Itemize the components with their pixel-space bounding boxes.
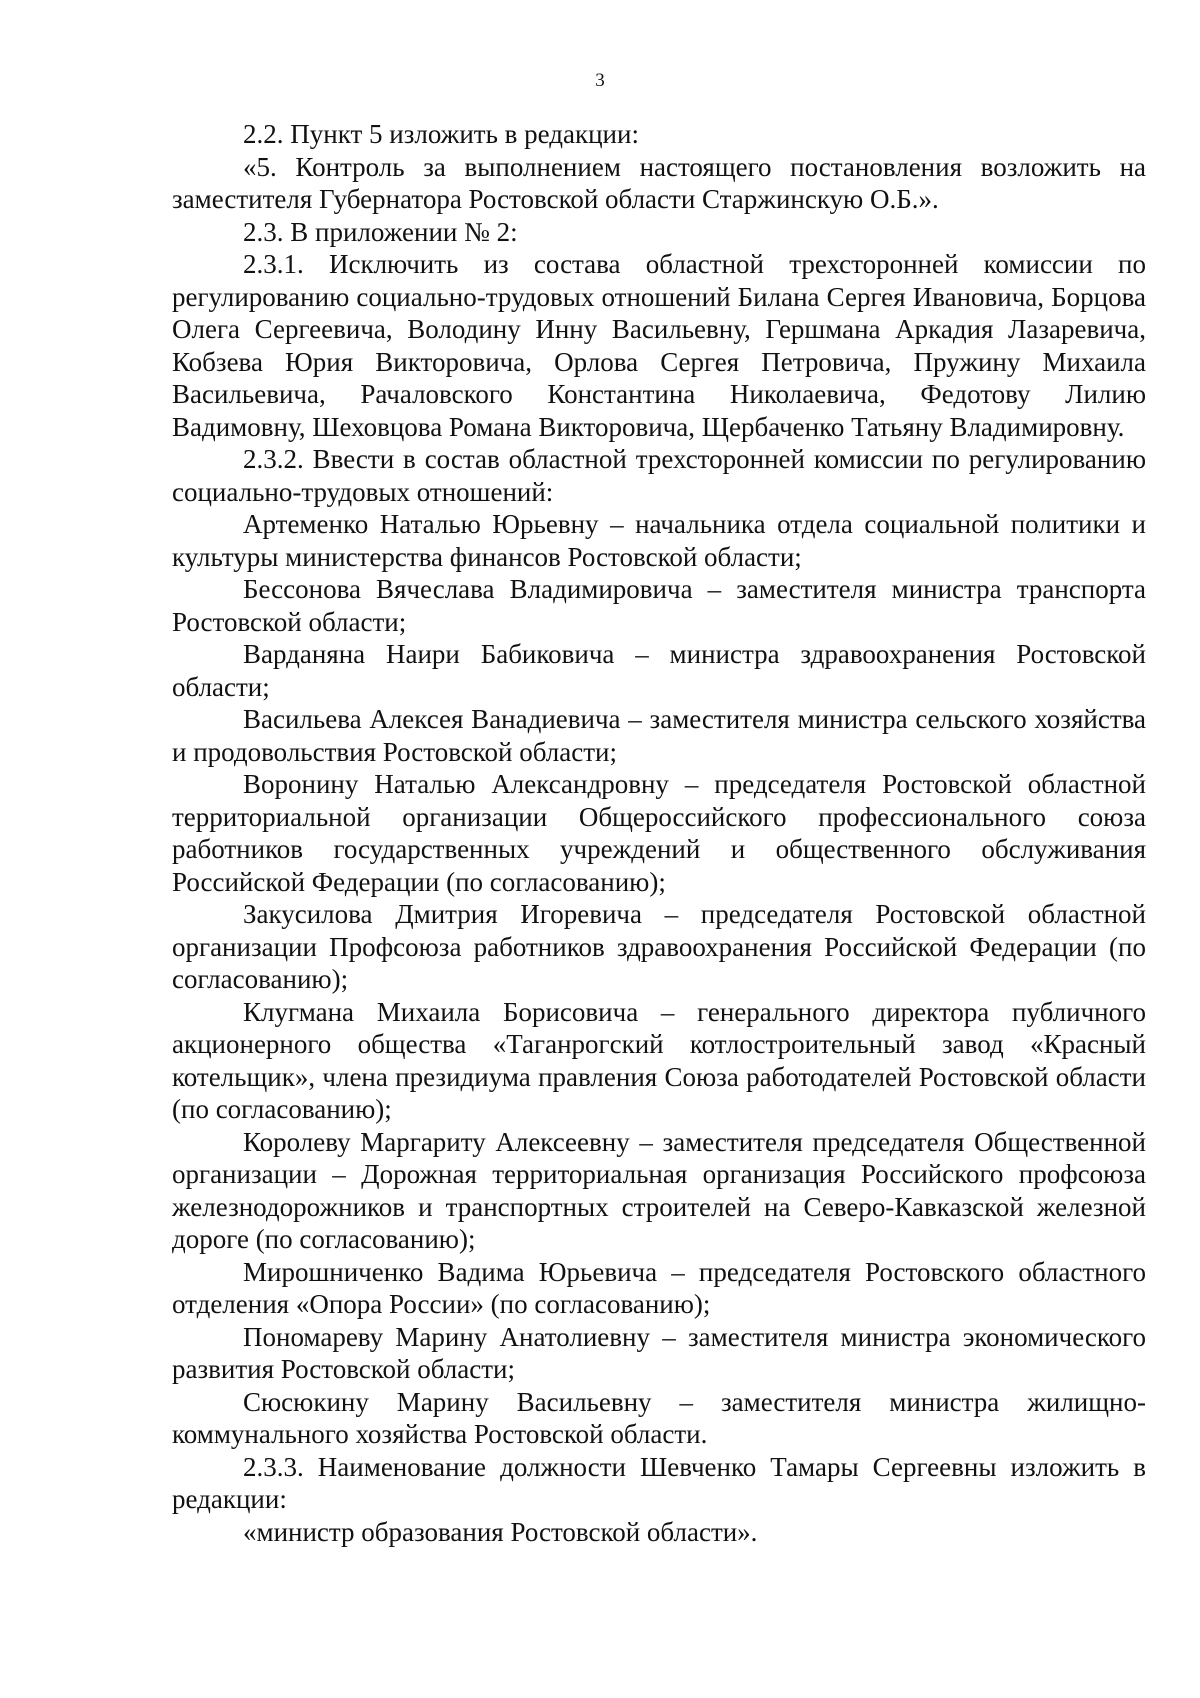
document-body: [172, 118, 1146, 1548]
paragraph: Мирошниченко Вадима Юрьевича – председателя Ростовского областного отделения «Опора России» (по согласованию);: [172, 1256, 1146, 1319]
paragraph: 2.3.3. Наименование должности Шевченко Тамары Сергеевны изложить в редакции:: [172, 1451, 1146, 1514]
paragraph: Бессонова Вячеслава Владимировича – заместителя министра транспорта Ростовской области;: [172, 574, 1146, 637]
paragraph: 2.3.2. Ввести в состав областной трехсторонней комиссии по регулированию социально-трудовых отношений:: [172, 444, 1146, 507]
paragraph: Артеменко Наталью Юрьевну – начальника отдела социальной политики и культуры министерства финансов Ростовской области;: [172, 509, 1146, 572]
paragraph: «5. Контроль за выполнением настоящего постановления возложить на заместителя Губернатора Ростовской области Старжинскую О.Б.».: [172, 151, 1146, 214]
paragraph: «министр образования Ростовской области».: [243, 1516, 758, 1547]
paragraph: Варданяна Наири Бабиковича – министра здравоохранения Ростовской области;: [172, 639, 1146, 702]
paragraph: 2.3. В приложении № 2:: [243, 216, 518, 247]
paragraph: 2.2. Пункт 5 изложить в редакции:: [243, 119, 639, 149]
paragraph: 2.3.1. Исключить из состава областной трехсторонней комиссии по регулированию социально-трудовых отношений Билана Сергея Ивановича, Борцова Олега Сергеевича, Володину Инну Васильевну, Гершмана Аркадия Лазаревича, Кобзева Юрия Викторовича, Орлова Сергея Петровича, Пружину Михаила Васильевича, Рачаловского Константина Николаевича, Федотову Лилию Вадимовну, Шеховцова Романа Викторовича, Щербаченко Татьяну Владимировну.: [172, 249, 1146, 442]
paragraph: Закусилова Дмитрия Игоревича – председателя Ростовской областной организации Профсоюза работников здравоохранения Российской Федерации (по согласованию);: [172, 899, 1146, 994]
paragraph: Пономареву Марину Анатолиевну – заместителя министра экономического развития Ростовской области;: [172, 1321, 1146, 1384]
paragraph: Воронину Наталью Александровну – председателя Ростовской областной территориальной организации Общероссийского профессионального союза работников государственных учреждений и общественного обслуживания Российской Федерации (по согласованию);: [172, 769, 1146, 897]
paragraph: Королеву Маргариту Алексеевну – заместителя председателя Общественной организации – Дорожная территориальная организация Российского профсоюза железнодорожников и транспортных строителей на Северо-Кавказской железной дороге (по согласованию);: [172, 1126, 1146, 1254]
paragraph: Клугмана Михаила Борисовича – генерального директора публичного акционерного общества «Таганрогский котлостроительный завод «Красный котельщик», члена президиума правления Союза работодателей Ростовской области (по согласованию);: [172, 996, 1146, 1124]
paragraph: Васильева Алексея Ванадиевича – заместителя министра сельского хозяйства и продовольствия Ростовской области;: [172, 704, 1146, 767]
paragraph: Сюсюкину Марину Васильевну – заместителя министра жилищно-коммунального хозяйства Ростовской области.: [172, 1386, 1146, 1449]
page-number: 3: [595, 70, 605, 91]
